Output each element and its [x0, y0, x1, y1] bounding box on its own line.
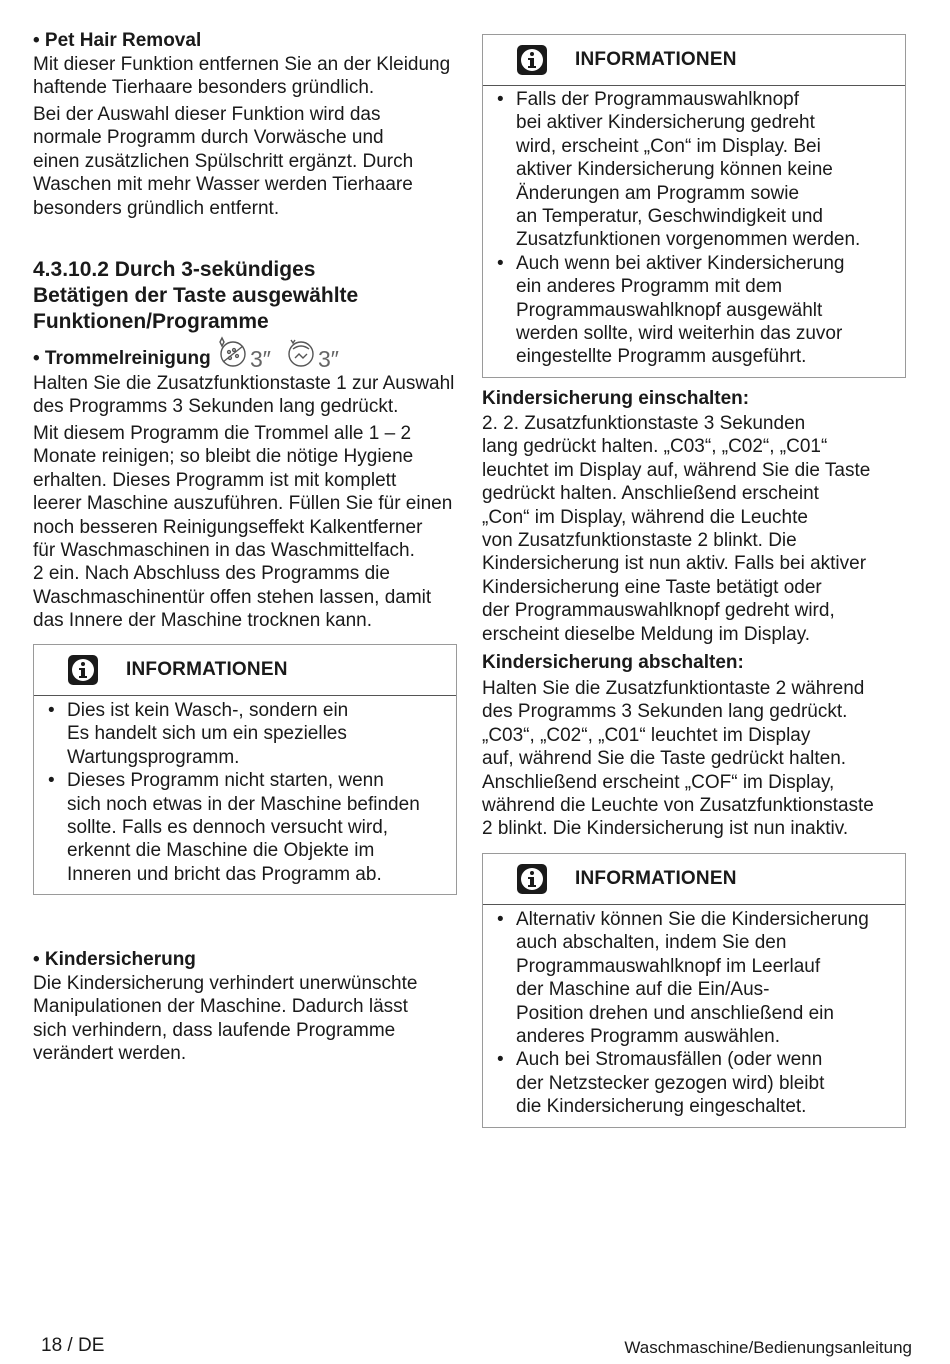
info-item: • Auch wenn bei aktiver Kindersicherung ein anderes Programm mit dem Programmauswahlknopf ausgewählt werden sollte, wird weiterhin das zuvor eingestellte Programm ausgeführt. — [483, 252, 905, 369]
section-heading: 4.3.10.2 Durch 3-sekündiges Betätigen der Taste ausgewählte Funktionen/Programme — [33, 258, 359, 333]
drum-cleaning-title-row — [33, 334, 365, 370]
child-lock-off-paragraph: Halten Sie die Zusatzfunktiontaste 2 während des Programms 3 Sekunden lang gedrückt. „C03“, „C02“, „C01“ leuchtet im Display auf, während Sie die Taste gedrückt halten. Anschließend erscheint „COF“ im Display, während die Leuchte von Zusatzfunktionstaste 2 blinkt. Die Kindersicherung ist nun inaktiv. — [482, 678, 874, 840]
info-item: • Auch bei Stromausfällen (oder wenn der Netzstecker gezogen wird) bleibt die Kindersicherung eingeschaltet. — [483, 1048, 905, 1118]
pet-hair-paragraph-2: Bei der Auswahl dieser Funktion wird das normale Programm durch Vorwäsche und einen zusätzlichen Spülschritt ergänzt. Durch Waschen mit mehr Wasser werden Tierhaare besonders gründlich entfernt. — [33, 104, 414, 219]
info-item: • Dieses Programm nicht starten, wenn sich noch etwas in der Maschine befinden sollte. Falls es dennoch versucht wird, erkennt die Maschine die Objekte im Inneren und bricht das Programm ab. — [34, 769, 456, 886]
child-lock-on-paragraph: 2. 2. Zusatzfunktionstaste 3 Sekunden lang gedrückt halten. „C03“, „C02“, „C01“ leuchtet im Display auf, während Sie die Taste gedrückt halten. Anschließend erscheint „Con“ im Display, während die Leuchte von Zusatzfunktionstaste 2 blinkt. Die Kindersicherung ist nun aktiv. Falls bei aktiver Kindersicherung eine Taste betätigt oder der Programmauswahlknopf gedreht wird, erscheint dieselbe Meldung im Display. — [482, 413, 871, 645]
page-number: 18 / DE — [41, 1335, 105, 1356]
info-box-child-lock-off — [482, 853, 906, 1128]
info-box-title: INFORMATIONEN — [126, 659, 288, 680]
info-box-title: INFORMATIONEN — [575, 868, 737, 889]
drum-symbol-label-2: 3″ — [317, 346, 339, 370]
child-lock-on-title: Kindersicherung einschalten: — [482, 388, 750, 409]
info-box-drum — [33, 644, 457, 895]
info-box-list — [483, 908, 905, 1119]
info-icon — [516, 863, 548, 895]
drum-clean-3sec-icons — [215, 334, 365, 370]
drum-symbol-label-1: 3″ — [249, 346, 271, 370]
pet-hair-paragraph-1: Mit dieser Funktion entfernen Sie an der Kleidung haftende Tierhaare besonders gründlich. — [33, 54, 451, 99]
info-icon — [67, 654, 99, 686]
info-item: • Falls der Programmauswahlknopf bei aktiver Kindersicherung gedreht wird, erscheint „Con“ im Display. Bei aktiver Kindersicherung können keine Änderungen am Programm sowie an Temperatur, Geschwindigkeit und Zusatzfunktionen vorgenommen werden. — [483, 88, 905, 252]
child-lock-off-title: Kindersicherung abschalten: — [482, 652, 744, 673]
info-item: • Dies ist kein Wasch-, sondern ein Es handelt sich um ein spezielles Wartungsprogramm. — [34, 699, 456, 769]
info-box-title: INFORMATIONEN — [575, 49, 737, 70]
child-lock-title: • Kindersicherung — [33, 949, 196, 970]
drum-cleaning-paragraph-2: Mit diesem Programm die Trommel alle 1 – 2 Monate reinigen; so bleibt die nötige Hygiene erhalten. Dieses Programm ist mit komplett leerer Maschine auszuführen. Füllen Sie für einen noch besseren Reinigungseffekt Kalkentferner für Waschmaschinen in das Waschmittelfach. 2 ein. Nach Abschluss des Programms die Waschmaschinentür offen stehen lassen, damit das Innere der Maschine trocknen kann. — [33, 423, 453, 632]
info-box-list — [34, 699, 456, 886]
info-icon — [516, 44, 548, 76]
info-box-list — [483, 88, 905, 369]
drum-cleaning-paragraph-1: Halten Sie die Zusatzfunktionstaste 1 zur Auswahl des Programms 3 Sekunden lang gedrückt. — [33, 373, 455, 418]
info-item: • Alternativ können Sie die Kindersicherung auch abschalten, indem Sie den Programmauswahlknopf im Leerlauf der Maschine auf die Ein/Aus- Position drehen und anschließend ein anderes Programm auswählen. — [483, 908, 905, 1048]
info-box-header — [483, 35, 905, 86]
info-box-child-lock — [482, 34, 906, 378]
pet-hair-title: • Pet Hair Removal — [33, 30, 202, 51]
document-title: Waschmaschine/Bedienungsanleitung — [624, 1338, 912, 1357]
info-box-header — [483, 854, 905, 905]
info-box-header — [34, 645, 456, 696]
drum-cleaning-title: • Trommelreinigung — [33, 347, 211, 369]
child-lock-paragraph: Die Kindersicherung verhindert unerwünschte Manipulationen der Maschine. Dadurch lässt sich verhindern, dass laufende Programme verändert werden. — [33, 973, 418, 1065]
